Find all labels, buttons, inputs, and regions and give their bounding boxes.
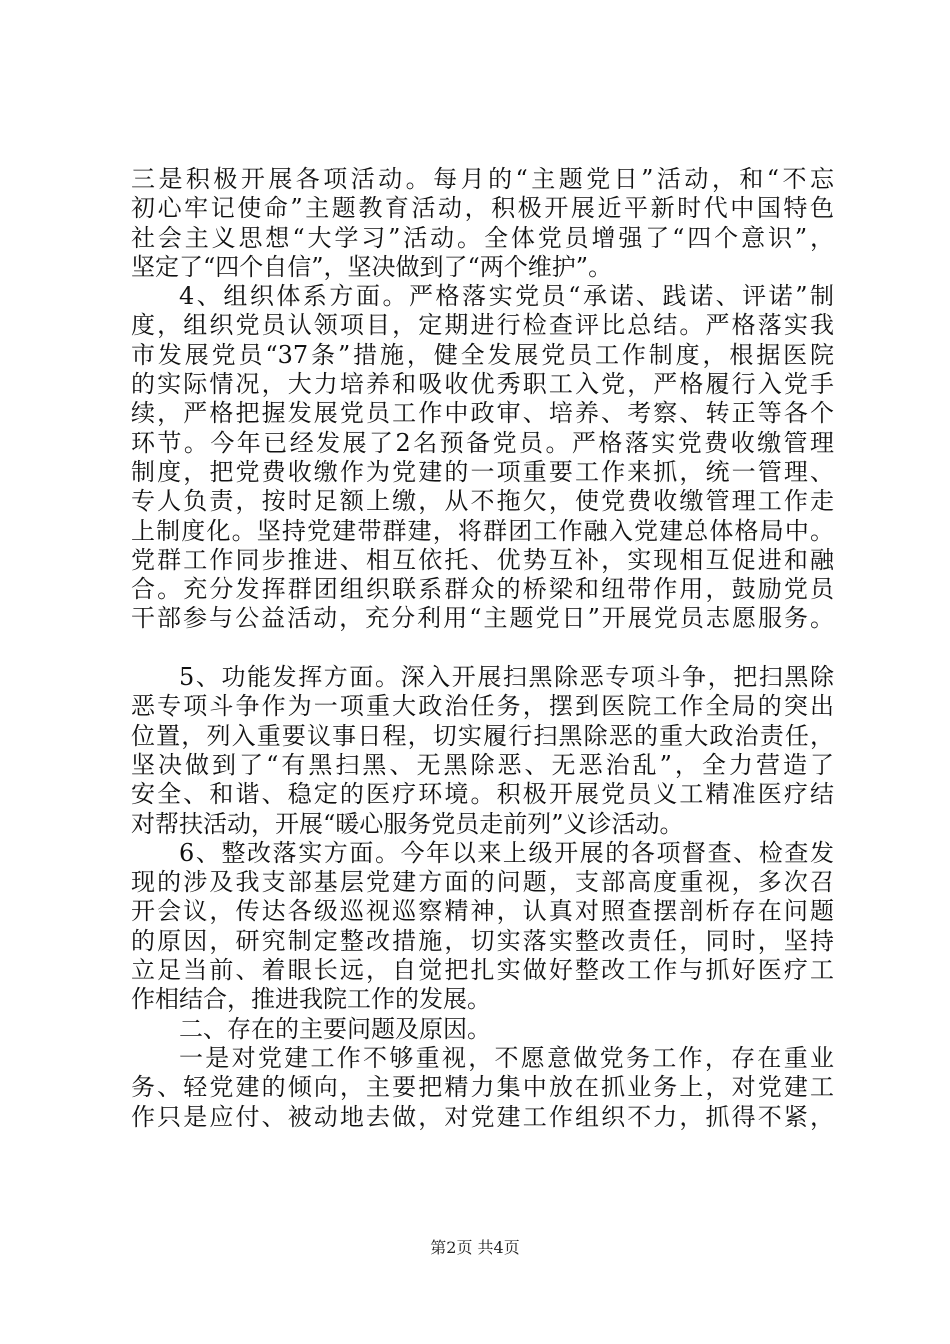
paragraph-start-line: 5、功能发挥方面。深入开展扫黑除恶专项斗争，把扫黑除 — [179, 663, 834, 692]
text-line: 安全、和谐、稳定的医疗环境。积极开展党员义工精准医疗结 — [131, 780, 834, 809]
text-line: 开会议，传达各级巡视巡察精神，认真对照查摆剖析存在问题 — [131, 897, 834, 926]
text-line: 务、轻党建的倾向，主要把精力集中放在抓业务上，对党建工 — [131, 1073, 834, 1102]
text-line: 位置，列入重要议事日程，切实履行扫黑除恶的重大政治责任， — [131, 721, 834, 750]
section-heading: 二、存在的主要问题及原因。 — [179, 1014, 491, 1043]
text-line: 现的涉及我支部基层党建方面的问题，支部高度重视，多次召 — [131, 868, 834, 897]
text-line: 续，严格把握发展党员工作中政审、培养、考察、转正等各个 — [131, 399, 834, 428]
text-line: 的实际情况，大力培养和吸收优秀职工入党，严格履行入党手 — [131, 370, 834, 399]
text-line: 坚决做到了“有黑扫黑、无黑除恶、无恶治乱”，全力营造了 — [131, 750, 834, 779]
text-line: 对帮扶活动，开展“暖心服务党员走前列”义诊活动。 — [131, 809, 684, 838]
text-line: 合。充分发挥群团组织联系群众的桥梁和纽带作用，鼓励党员 — [131, 575, 834, 604]
paragraph-start-line: 4、组织体系方面。严格落实党员“承诺、践诺、评诺”制 — [179, 282, 834, 311]
text-line: 初心牢记使命”主题教育活动，积极开展近平新时代中国特色 — [131, 194, 834, 223]
document-body — [131, 165, 834, 1132]
paragraph-start-line: 6、整改落实方面。今年以来上级开展的各项督查、检查发 — [179, 838, 834, 867]
text-line: 作只是应付、被动地去做，对党建工作组织不力，抓得不紧， — [131, 1102, 834, 1131]
text-line: 坚定了“四个自信”，坚决做到了“两个维护”。 — [131, 252, 613, 281]
text-line: 制度，把党费收缴作为党建的一项重要工作来抓，统一管理、 — [131, 457, 834, 486]
paragraph-start-line: 一是对党建工作不够重视，不愿意做党务工作，存在重业 — [179, 1043, 834, 1072]
text-line: 干部参与公益活动，充分利用“主题党日”开展党员志愿服务。 — [131, 604, 834, 633]
text-line: 环节。今年已经发展了2名预备党员。严格落实党费收缴管理 — [131, 428, 834, 457]
text-line: 三是积极开展各项活动。每月的“主题党日”活动，和“不忘 — [131, 165, 834, 193]
blank-line — [131, 634, 834, 663]
text-line: 的原因，研究制定整改措施，切实落实整改责任，同时，坚持 — [131, 926, 834, 955]
text-line: 党群工作同步推进、相互依托、优势互补，实现相互促进和融 — [131, 545, 834, 574]
text-line: 作相结合，推进我院工作的发展。 — [131, 985, 491, 1014]
text-line: 度，组织党员认领项目，定期进行检查评比总结。严格落实我 — [131, 311, 834, 340]
page-number-footer: 第2页 共4页 — [430, 1238, 520, 1257]
text-line: 恶专项斗争作为一项重大政治任务，摆到医院工作全局的突出 — [131, 692, 834, 721]
text-line: 立足当前、着眼长远，自觉把扎实做好整改工作与抓好医疗工 — [131, 956, 834, 985]
text-line: 上制度化。坚持党建带群建，将群团工作融入党建总体格局中。 — [131, 516, 834, 545]
text-line: 社会主义思想“大学习”活动。全体党员增强了“四个意识”， — [131, 223, 834, 252]
text-line: 市发展党员“37条”措施，健全发展党员工作制度，根据医院 — [131, 340, 834, 369]
text-line: 专人负责，按时足额上缴，从不拖欠，使党费收缴管理工作走 — [131, 487, 834, 516]
